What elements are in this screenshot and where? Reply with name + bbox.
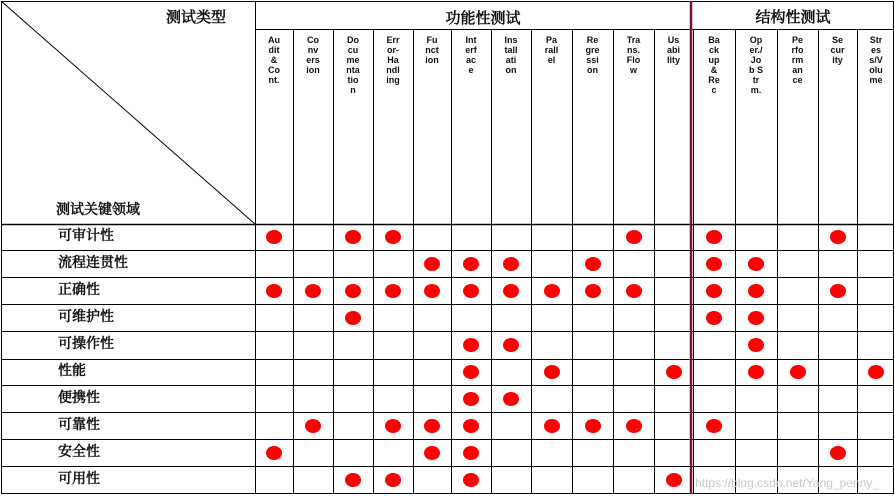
mark-dot [544,284,560,298]
mark-dot [463,365,479,379]
watermark: https://blog.csdn.net/Yang_penny_ [695,476,879,490]
mark-dot [503,257,519,271]
column-header: Documentation [346,35,360,95]
row-label: 可维护性 [58,308,114,325]
mark-dot [830,446,846,460]
column-header: Error- Handling [386,35,400,85]
mark-dot [503,284,519,298]
mark-dot [463,338,479,352]
mark-dot [424,284,440,298]
mark-dot [544,419,560,433]
mark-dot [626,419,642,433]
mark-dot [385,473,401,487]
column-header: Performance [791,35,804,85]
column-header: Trans. Flow [626,35,641,75]
mark-dot [706,257,722,271]
mark-dot [266,446,282,460]
row-label: 可操作性 [58,336,114,352]
mark-dot [748,338,764,352]
column-header: Installation [504,35,518,75]
column-header: Audit & Cont. [268,35,280,85]
mark-dot [830,230,846,244]
mark-dot [345,230,361,244]
mark-dot [544,365,560,379]
mark-dot [345,311,361,325]
mark-dot [585,257,601,271]
column-header: Conversion [306,35,320,75]
mark-dot [868,365,884,379]
mark-dot [305,419,321,433]
mark-dot [626,230,642,244]
mark-dot [626,284,642,298]
mark-dot [748,257,764,271]
mark-dot [748,311,764,325]
mark-dot [463,446,479,460]
mark-dot [585,284,601,298]
mark-dot [424,419,440,433]
row-label: 可审计性 [58,228,114,244]
row-label: 正确性 [58,281,100,298]
mark-dot [385,419,401,433]
column-header: Stress/Volume [869,35,883,85]
group-title-functional: 功能性测试 [445,9,521,27]
mark-dot [305,284,321,298]
mark-dot [424,446,440,460]
mark-dot [706,419,722,433]
mark-dot [706,311,722,325]
mark-dot [463,392,479,406]
mark-dot [463,473,479,487]
mark-dot [503,392,519,406]
mark-dot [424,257,440,271]
mark-dot [385,284,401,298]
row-label: 安全性 [58,443,100,460]
column-header: Oper./Job Strm. [749,35,764,95]
mark-dot [748,284,764,298]
mark-dot [830,284,846,298]
column-header: Usability [666,35,680,65]
mark-dot [385,230,401,244]
row-label: 便携性 [58,389,100,406]
mark-dot [790,365,806,379]
row-label: 性能 [58,363,86,379]
mark-dot [345,284,361,298]
mark-dot [666,365,682,379]
mark-dot [463,257,479,271]
row-label: 可靠性 [58,416,100,433]
mark-dot [706,284,722,298]
corner-header-key-areas: 测试关键领域 [56,202,140,218]
column-header: Regression [585,35,600,75]
mark-dot [266,284,282,298]
column-header: Security [830,35,845,65]
mark-dot [266,230,282,244]
row-label: 可用性 [58,471,100,487]
mark-dot [463,284,479,298]
row-label: 流程连贯性 [58,254,128,271]
mark-dot [463,419,479,433]
column-header: Parallel [544,35,559,65]
group-title-structural: 结构性测试 [755,8,831,26]
mark-dot [345,473,361,487]
mark-dot [503,338,519,352]
column-header: Backup & Rec [708,35,720,95]
mark-dot [706,230,722,244]
corner-diagonal [1,1,255,224]
mark-dot [748,365,764,379]
column-header: Function [425,35,439,65]
column-header: Interface [465,35,477,75]
mark-dot [666,473,682,487]
mark-dot [585,419,601,433]
corner-header-test-type: 测试类型 [166,8,227,26]
